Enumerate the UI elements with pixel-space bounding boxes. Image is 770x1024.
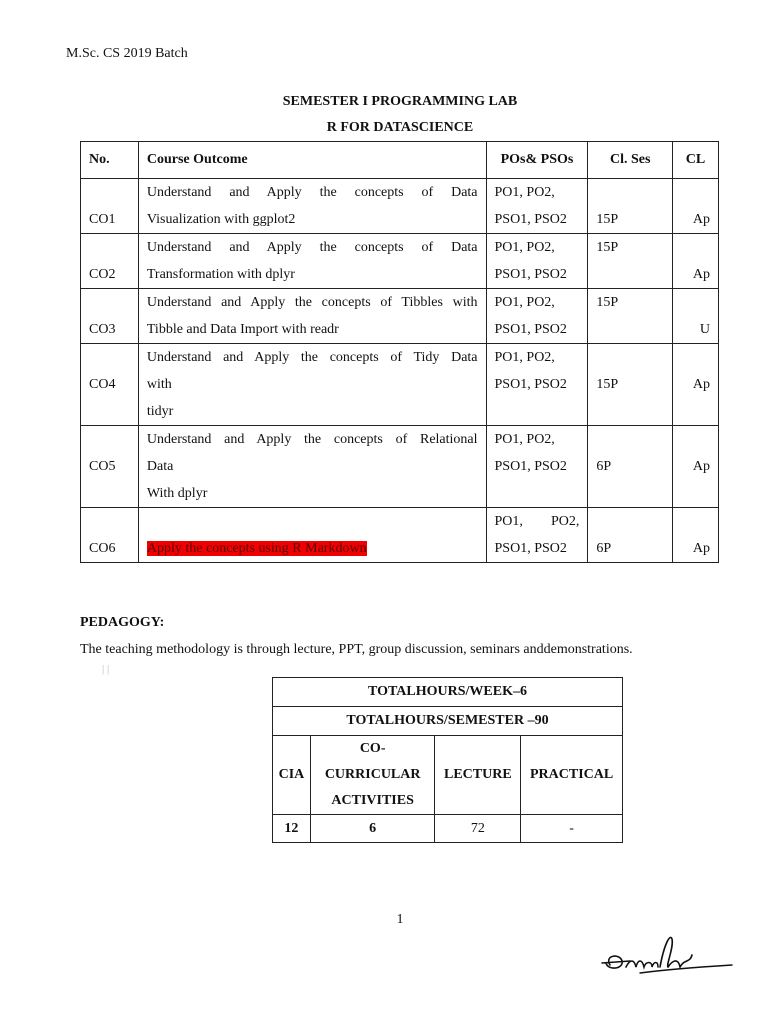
pos-line: PO1, PO2,: [494, 295, 555, 310]
outcome-line: Data: [146, 459, 174, 474]
pos-line: PSO1, PSO2: [494, 212, 567, 227]
co-number: CO6: [89, 541, 116, 556]
cl-value: Ap: [692, 377, 710, 392]
pos-line: PO1, PO2,: [494, 350, 555, 365]
col-practical: PRACTICAL: [521, 736, 623, 815]
value-cocurricular: 6: [310, 815, 435, 843]
hours-table: [272, 677, 623, 843]
page-number: 1: [396, 912, 404, 927]
co-number: CO3: [89, 322, 116, 337]
highlighted-outcome: Apply the concepts using R Markdown: [146, 541, 367, 556]
header-no: No.: [81, 142, 139, 179]
sessions-value: 15P: [596, 212, 619, 227]
value-practical: -: [521, 815, 623, 843]
batch-header: M.Sc. CS 2019 Batch: [66, 46, 188, 61]
outcome-line: Understand and Apply the concepts of Tibbles with: [146, 295, 478, 310]
outcome-line: Visualization with ggplot2: [146, 212, 296, 227]
sessions-value: 6P: [596, 459, 612, 474]
cocurricular-line: CO-: [359, 741, 386, 756]
co-number: CO4: [89, 377, 116, 392]
outcome-line: tidyr: [146, 404, 174, 419]
pos-line: PO1, PO2,: [494, 185, 555, 200]
pos-line: PO1, PO2,: [494, 432, 555, 447]
co-number: CO5: [89, 459, 116, 474]
course-outcomes-table: [80, 141, 719, 563]
pos-line: PSO1, PSO2: [494, 459, 567, 474]
pos-line: PO2,: [551, 514, 580, 529]
signature: [600, 925, 740, 990]
table-row: [81, 426, 719, 508]
outcome-line: With dplyr: [146, 486, 208, 501]
outcome-line: with: [146, 377, 172, 392]
sessions-value: 6P: [596, 541, 612, 556]
sessions-value: 15P: [596, 295, 619, 310]
signature-image: [600, 925, 740, 985]
table-row: [81, 179, 719, 234]
pos-line: PO1, PO2,: [494, 240, 555, 255]
outcome-line: Understand and Apply the concepts of Data: [146, 185, 478, 200]
co-number: CO1: [89, 212, 116, 227]
header-cl: CL: [673, 142, 719, 179]
hours-per-semester: TOTALHOURS/SEMESTER –90: [273, 707, 623, 736]
header-pos-psos: POs& PSOs: [486, 142, 588, 179]
value-cia: 12: [273, 815, 311, 843]
cl-value: Ap: [692, 459, 710, 474]
hours-per-week: TOTALHOURS/WEEK–6: [273, 678, 623, 707]
cl-value: Ap: [692, 212, 710, 227]
cocurricular-line: ACTIVITIES: [331, 793, 414, 808]
header-sessions: Cl. Ses: [588, 142, 673, 179]
col-cia: CIA: [273, 736, 311, 815]
cl-value: Ap: [692, 541, 710, 556]
value-lecture: 72: [435, 815, 521, 843]
pos-line: PSO1, PSO2: [494, 322, 567, 337]
pedagogy-text: The teaching methodology is through lecture, PPT, group discussion, seminars anddemonstrations.: [80, 642, 633, 657]
outcome-line: Transformation with dplyr: [146, 267, 295, 282]
cl-value: Ap: [692, 267, 710, 282]
col-cocurricular: [310, 736, 435, 815]
header-course-outcome: Course Outcome: [138, 142, 486, 179]
cl-value: U: [699, 322, 710, 337]
pos-line: PO1,: [494, 514, 523, 529]
pos-line: PSO1, PSO2: [494, 541, 567, 556]
sessions-value: 15P: [596, 240, 619, 255]
table-header-row: [81, 142, 719, 179]
pos-line: PSO1, PSO2: [494, 267, 567, 282]
sessions-value: 15P: [596, 377, 619, 392]
table-row: [81, 344, 719, 426]
co-number: CO2: [89, 267, 116, 282]
cocurricular-line: CURRICULAR: [324, 767, 421, 782]
table-row: [81, 289, 719, 344]
outcome-line: Tibble and Data Import with readr: [146, 322, 339, 337]
table-row: [81, 234, 719, 289]
pedagogy-heading: PEDAGOGY:: [80, 615, 165, 630]
outcome-line: Understand and Apply the concepts of Tidy Data: [146, 350, 478, 365]
table-row: [81, 508, 719, 563]
outcome-line: Understand and Apply the concepts of Data: [146, 240, 478, 255]
pos-line: PSO1, PSO2: [494, 377, 567, 392]
outcome-line: Understand and Apply the concepts of Relational: [146, 432, 478, 447]
faint-mark: | |: [102, 663, 110, 675]
col-lecture: LECTURE: [435, 736, 521, 815]
document-subtitle: R FOR DATASCIENCE: [326, 120, 474, 135]
document-title: SEMESTER I PROGRAMMING LAB: [282, 94, 518, 109]
